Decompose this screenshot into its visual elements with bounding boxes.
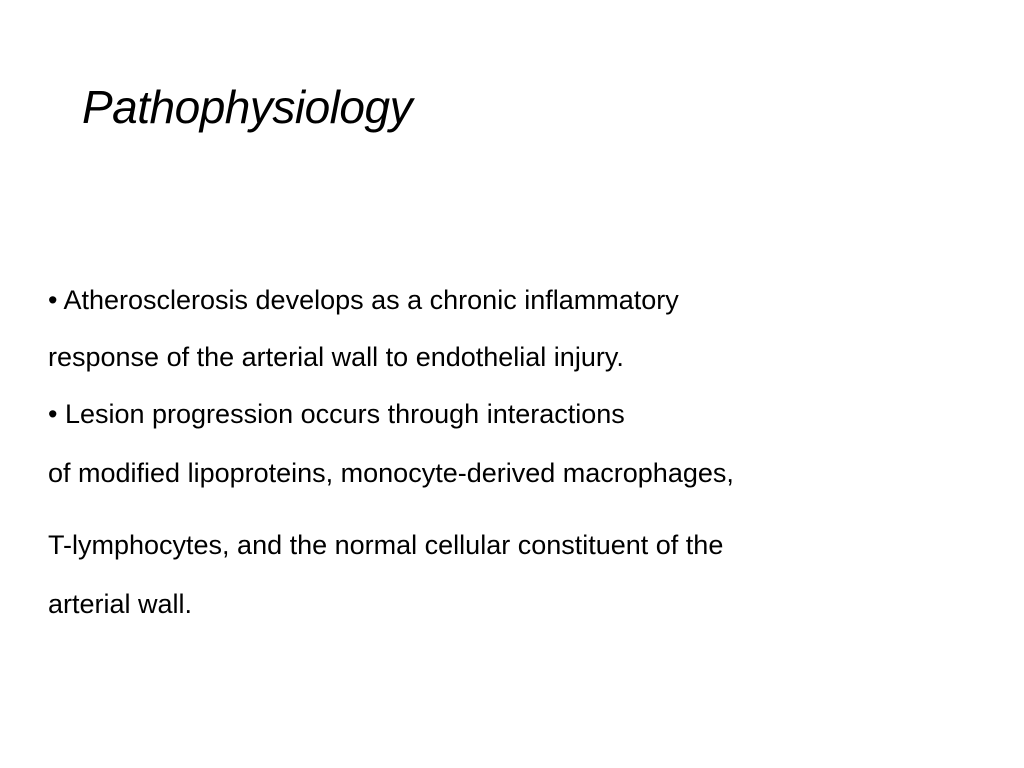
body-line: T-lymphocytes, and the normal cellular constituent of the — [48, 530, 724, 560]
body-line: • Atherosclerosis develops as a chronic inflammatory — [48, 285, 679, 315]
body-line: • Lesion progression occurs through interactions — [48, 399, 625, 429]
body-line: of modified lipoproteins, monocyte-derived macrophages, — [48, 458, 734, 488]
body-line: response of the arterial wall to endothelial injury. — [48, 342, 624, 372]
slide-title: Pathophysiology — [82, 81, 413, 133]
body-line: arterial wall. — [48, 589, 193, 619]
